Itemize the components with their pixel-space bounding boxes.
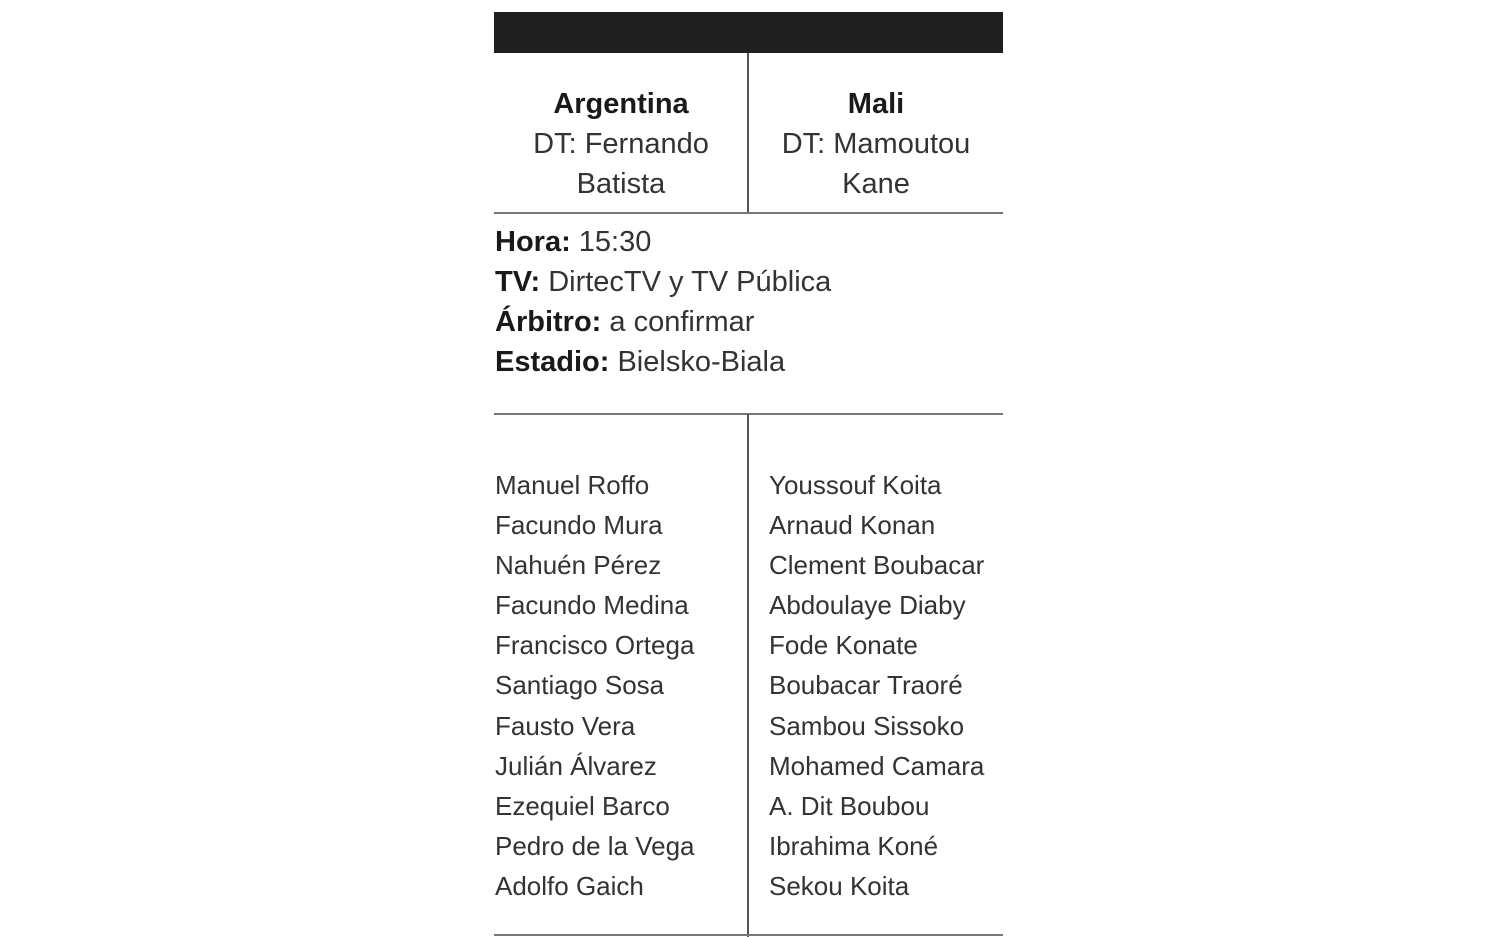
player-name: Francisco Ortega xyxy=(495,630,695,661)
player-name: Ibrahima Koné xyxy=(769,830,939,861)
player-name: Manuel Roffo xyxy=(495,470,650,500)
away-coach-line2: Kane xyxy=(842,168,910,200)
tv-value: DirtecTV y TV Pública xyxy=(548,266,832,298)
away-lineup xyxy=(769,465,984,906)
player-name: Pedro de la Vega xyxy=(495,830,695,861)
header-bar xyxy=(494,12,1003,53)
player-name: Arnaud Konan xyxy=(769,510,936,541)
player-name: Facundo Mura xyxy=(495,510,663,541)
arbitro-value: a confirmar xyxy=(609,306,755,338)
player-name: Nahuén Pérez xyxy=(495,550,662,581)
info-hora xyxy=(495,222,1003,262)
home-coach-line1: DT: Fernando xyxy=(533,128,709,160)
player-name: Boubacar Traoré xyxy=(769,670,963,701)
player-name: Abdoulaye Diaby xyxy=(769,590,966,621)
player-name: Ezequiel Barco xyxy=(495,790,670,821)
away-team-name: Mali xyxy=(847,88,905,120)
bottom-line xyxy=(494,934,1003,936)
match-card xyxy=(494,12,1003,937)
player-name: Clement Boubacar xyxy=(769,550,985,581)
player-name: Youssouf Koita xyxy=(769,470,942,500)
home-coach-line2: Batista xyxy=(576,168,666,200)
hora-label: Hora: xyxy=(495,226,571,258)
player-name: Sambou Sissoko xyxy=(769,710,965,741)
arbitro-label: Árbitro: xyxy=(495,306,602,338)
player-name: Facundo Medina xyxy=(495,590,689,621)
home-team-name: Argentina xyxy=(553,88,689,120)
away-team xyxy=(749,53,1003,213)
player-name: Fausto Vera xyxy=(495,710,636,741)
player-name: Santiago Sosa xyxy=(495,670,665,701)
player-name: Adolfo Gaich xyxy=(495,870,644,901)
home-team xyxy=(494,53,748,213)
home-lineup xyxy=(495,465,695,906)
player-name: Julián Álvarez xyxy=(495,750,657,781)
estadio-label: Estadio: xyxy=(495,346,610,378)
match-info xyxy=(495,222,1003,382)
tv-label: TV: xyxy=(495,266,541,298)
info-tv xyxy=(495,262,1003,302)
divider-line xyxy=(494,212,1003,214)
estadio-value: Bielsko-Biala xyxy=(617,346,786,378)
player-name: Fode Konate xyxy=(769,630,918,661)
info-arbitro xyxy=(495,302,1003,342)
hora-value: 15:30 xyxy=(578,226,652,258)
lineups-divider xyxy=(747,414,749,937)
player-name: Sekou Koita xyxy=(769,870,910,901)
away-coach-line1: DT: Mamoutou xyxy=(781,128,971,160)
player-name: A. Dit Boubou xyxy=(769,790,930,821)
player-name: Mohamed Camara xyxy=(769,750,985,781)
teams-divider xyxy=(747,53,749,214)
info-estadio xyxy=(495,342,1003,382)
